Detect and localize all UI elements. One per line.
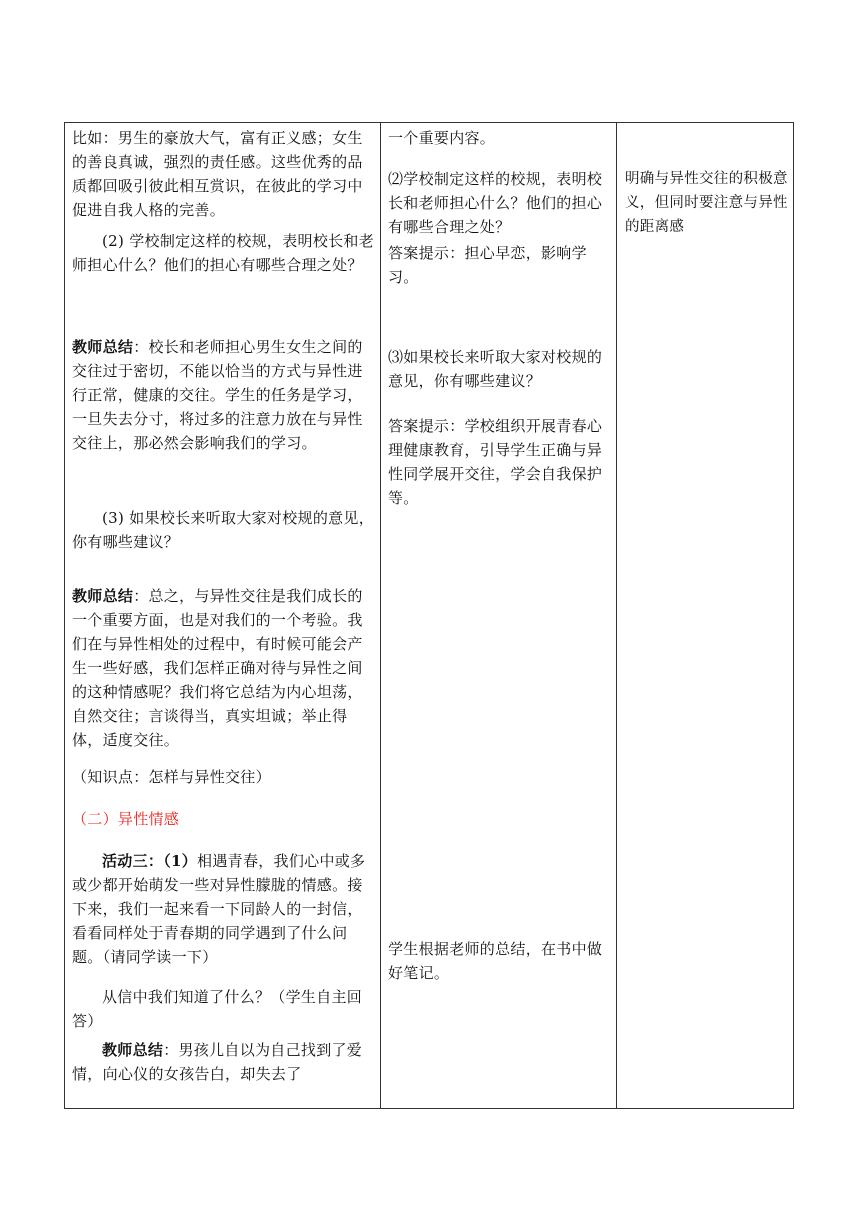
activity-text: 相遇青春，我们心中或多或少都开始萌发一些对异性朦胧的情感。接下来，我们一起来看一下同龄人的一封信，看看同样处于青春期的同学遇到了什么问题。（请同学读一下） — [72, 852, 366, 966]
intro-paragraph: 比如：男生的豪放大气，富有正义感；女生的善良真诚，强烈的责任感。这些优秀的品质都回吸引彼此相互赏识，在彼此的学习中促进自我人格的完善。 — [72, 129, 363, 219]
teacher-summary-label: 教师总结 — [72, 587, 134, 605]
teacher-summary-1 — [72, 335, 375, 455]
section-heading: （二）异性情感 — [72, 810, 180, 828]
lesson-plan-table — [64, 122, 794, 1109]
teacher-summary-3 — [72, 1038, 375, 1086]
student-question-3: ⑶如果校长来听取大家对校规的意见，你有哪些建议？ — [388, 348, 603, 390]
student-text-1: 一个重要内容。 — [388, 129, 496, 147]
knowledge-point: （知识点：怎样与异性交往） — [72, 768, 271, 786]
activity-label: 活动三：（1） — [102, 852, 198, 870]
teacher-summary-text: ：校长和老师担心男生女生之间的交往过于密切，不能以恰当的方式与异性进行正常，健康的交往。学生的任务是学习，一旦失去分寸，将过多的注意力放在与异性交往上，那必然会影响我们的学习。 — [72, 338, 363, 452]
answer-hint-1: 答案提示：担心早恋，影响学习。 — [388, 244, 587, 286]
design-intent-text: 明确与异性交往的积极意义，但同时要注意与异性的距离感 — [625, 171, 788, 235]
question-3: (3) 如果校长来听取大家对校规的意见，你有哪些建议？ — [72, 509, 375, 551]
teacher-summary-text: ：总之，与异性交往是我们成长的一个重要方面，也是对我们的一个考验。我们在与异性相处的过程中，有时候可能会产生一些好感，我们怎样正确对待与异性之间的这种情感呢？我们将它总结为内心坦荡，自然交往；言谈得当，真实坦诚；举止得体，适度交往。 — [72, 587, 363, 749]
teacher-activity-column — [65, 123, 381, 1108]
answer-hint-2: 答案提示：学校组织开展青春心理健康教育，引导学生正确与异性同学展开交往，学会自我保护等。 — [388, 417, 603, 507]
student-question-2: ⑵学校制定这样的校规，表明校长和老师担心什么？他们的担心有哪些合理之处？ — [388, 170, 603, 236]
teacher-summary-text: ：男孩儿自以为自己找到了爱情，向心仪的女孩告白，却失去了 — [72, 1041, 363, 1083]
question-2: (2) 学校制定这样的校规，表明校长和老师担心什么？他们的担心有哪些合理之处？ — [72, 232, 375, 274]
design-intent-column — [617, 123, 793, 1108]
question-letter: 从信中我们知道了什么？（学生自主回答） — [72, 988, 363, 1030]
student-activity-column — [381, 123, 617, 1108]
teacher-summary-label: 教师总结 — [72, 338, 134, 356]
student-note: 学生根据老师的总结，在书中做好笔记。 — [388, 940, 603, 982]
teacher-summary-label: 教师总结 — [102, 1041, 164, 1059]
teacher-summary-2 — [72, 584, 375, 752]
activity-3 — [72, 849, 375, 969]
